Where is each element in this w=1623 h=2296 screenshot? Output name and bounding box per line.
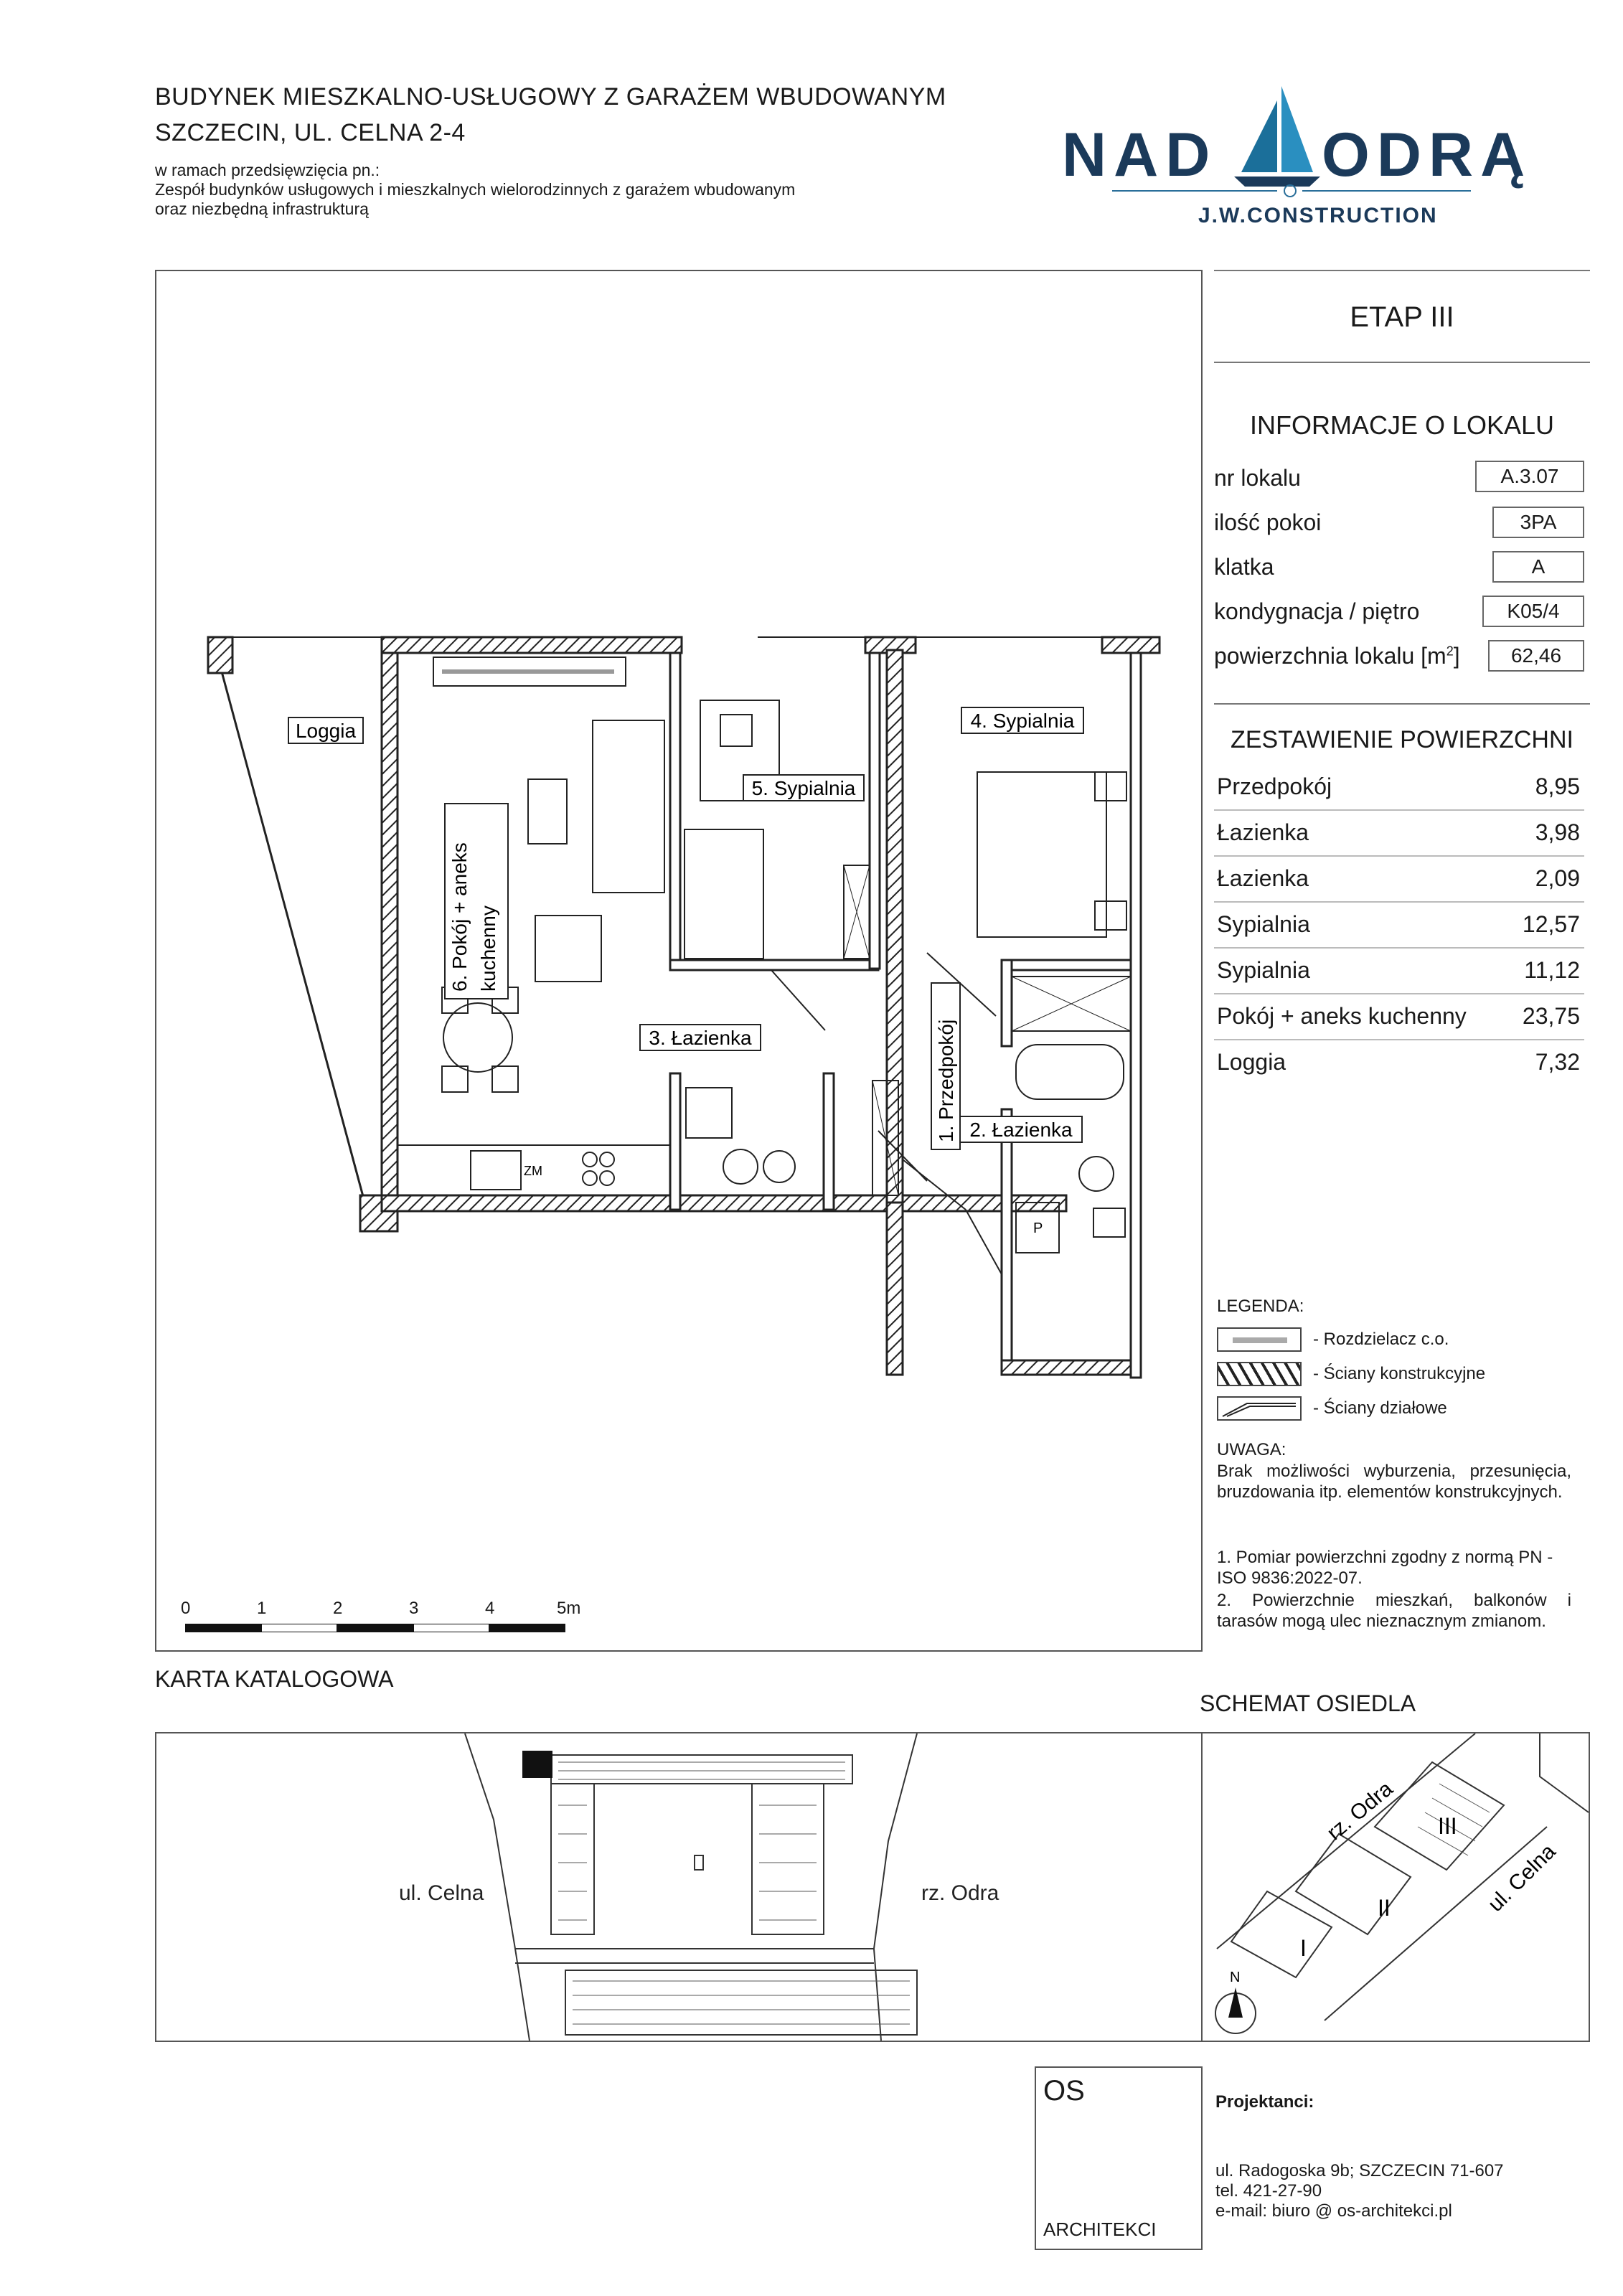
info-label-3: kondygnacja / piętro xyxy=(1214,598,1420,624)
architekci-text: ARCHITEKCI xyxy=(1043,2219,1157,2240)
scale-label-2: 2 xyxy=(333,1599,343,1618)
info-value-4: 62,46 xyxy=(1488,640,1584,672)
scale-label-5: 5m xyxy=(557,1599,581,1618)
karta-label: KARTA KATALOGOWA xyxy=(155,1666,394,1692)
legend-swatch-partition xyxy=(1217,1396,1302,1421)
note-body: Brak możliwości wyburzenia, przesunięcia, bruzdowania itp. elementów konstrukcyjnych. xyxy=(1217,1462,1571,1502)
area-row: Loggia 7,32 xyxy=(1217,1049,1580,1075)
area-row: Przedpokój 8,95 xyxy=(1214,765,1584,811)
room-label-bedroom-5: 5. Sypialnia xyxy=(751,777,856,799)
info-value-0: A.3.07 xyxy=(1475,461,1584,492)
river-odra-label: rz. Odra xyxy=(921,1881,999,1905)
room-label-living: 6. Pokój + aneks xyxy=(448,842,471,992)
info-value-3: K05/4 xyxy=(1482,596,1584,627)
scale-label-4: 4 xyxy=(485,1599,495,1618)
estate-scheme xyxy=(1203,1733,1589,2041)
scale-bar xyxy=(185,1623,580,1632)
area-row: Sypialnia 12,57 xyxy=(1214,903,1584,949)
address-line-3: e-mail: biuro @ os-architekci.pl xyxy=(1215,2201,1452,2221)
legend-item-2: - Ściany działowe xyxy=(1313,1398,1447,1418)
brand-text: NAD xyxy=(1062,121,1218,189)
legend-title: LEGENDA: xyxy=(1217,1297,1304,1316)
company-name: J.W.CONSTRUCTION xyxy=(1198,204,1438,227)
project-sub-3: oraz niezbędną infrastrukturą xyxy=(155,199,369,218)
legend-swatch-structural xyxy=(1217,1362,1302,1386)
nad-odra-logo xyxy=(1062,72,1593,237)
north-label: N xyxy=(1230,1970,1241,1985)
scheme-street: ul. Celna xyxy=(1483,1839,1561,1916)
projektanci-label: Projektanci: xyxy=(1215,2092,1314,2112)
note-title: UWAGA: xyxy=(1217,1440,1286,1459)
site-map xyxy=(156,1733,1201,2041)
info-value-2: A xyxy=(1492,551,1584,583)
project-sub-2: Zespół budynków usługowych i mieszkalnych wielorodzinnych z garażem wbudowanym xyxy=(155,180,796,199)
info-title: INFORMACJE O LOKALU xyxy=(1249,410,1555,440)
schemat-label: SCHEMAT OSIEDLA xyxy=(1200,1690,1416,1716)
project-title: BUDYNEK MIESZKALNO-USŁUGOWY Z GARAŻEM WBUDOWANYM xyxy=(155,83,946,110)
scale-label-0: 0 xyxy=(181,1599,191,1618)
stage-label: ETAP III xyxy=(1350,301,1454,333)
info-label-1: ilość pokoi xyxy=(1214,509,1322,535)
scale-label-1: 1 xyxy=(257,1599,267,1618)
scale-label-3: 3 xyxy=(409,1599,419,1618)
legend-item-0: - Rozdzielacz c.o. xyxy=(1313,1330,1449,1349)
panel-rule-top xyxy=(1214,270,1590,271)
legend-item-1: - Ściany konstrukcyjne xyxy=(1313,1364,1486,1383)
info-label-2: klatka xyxy=(1214,554,1274,580)
fixture-p: P xyxy=(1033,1220,1043,1236)
area-row: Łazienka 2,09 xyxy=(1214,857,1584,903)
panel-rule-3 xyxy=(1214,703,1590,705)
info-value-1: 3PA xyxy=(1492,507,1584,538)
scheme-building-1: I xyxy=(1300,1935,1307,1961)
room-label-living-2: kuchenny xyxy=(477,905,499,992)
legend-swatch-radiator xyxy=(1217,1327,1302,1352)
area-row: Pokój + aneks kuchenny 23,75 xyxy=(1214,994,1584,1040)
svg-text:ODRĄ: ODRĄ xyxy=(1322,121,1533,189)
scheme-building-2: II xyxy=(1378,1895,1391,1921)
info-label-0: nr lokalu xyxy=(1214,465,1301,491)
room-label-bathroom-2: 2. Łazienka xyxy=(969,1119,1073,1141)
note-2: 2. Powierzchnie mieszkań, balkonów i tarasów mogą ulec nieznacznym zmianom. xyxy=(1217,1591,1571,1631)
fixture-zm: ZM xyxy=(524,1164,542,1178)
room-label-bathroom-3: 3. Łazienka xyxy=(649,1027,752,1049)
address-line-1: ul. Radogoska 9b; SZCZECIN 71-607 xyxy=(1215,2161,1504,2180)
floor-plan xyxy=(155,270,1203,1652)
areas-title: ZESTAWIENIE POWIERZCHNI xyxy=(1231,726,1573,753)
scheme-building-3: III xyxy=(1438,1813,1457,1839)
room-label-bedroom-4: 4. Sypialnia xyxy=(970,710,1075,732)
project-sub-1: w ramach przedsięwzięcia pn.: xyxy=(155,161,380,179)
project-address: SZCZECIN, UL. CELNA 2-4 xyxy=(155,119,466,146)
area-row: Sypialnia 11,12 xyxy=(1214,949,1584,994)
panel-rule-2 xyxy=(1214,362,1590,363)
room-label-hall: 1. Przedpokój xyxy=(935,1019,957,1142)
scheme-river: rz. Odra xyxy=(1322,1777,1398,1845)
os-logo-text: OS xyxy=(1043,2075,1085,2107)
info-label-4: powierzchnia lokalu $[m^2]$ xyxy=(1214,643,1460,669)
room-label-loggia: Loggia xyxy=(295,720,357,742)
street-celna-label: ul. Celna xyxy=(399,1881,484,1905)
address-line-2: tel. 421-27-90 xyxy=(1215,2181,1322,2201)
area-row: Łazienka 3,98 xyxy=(1214,811,1584,857)
note-1: 1. Pomiar powierzchni zgodny z normą PN - ISO 9836:2022-07. xyxy=(1217,1548,1553,1588)
